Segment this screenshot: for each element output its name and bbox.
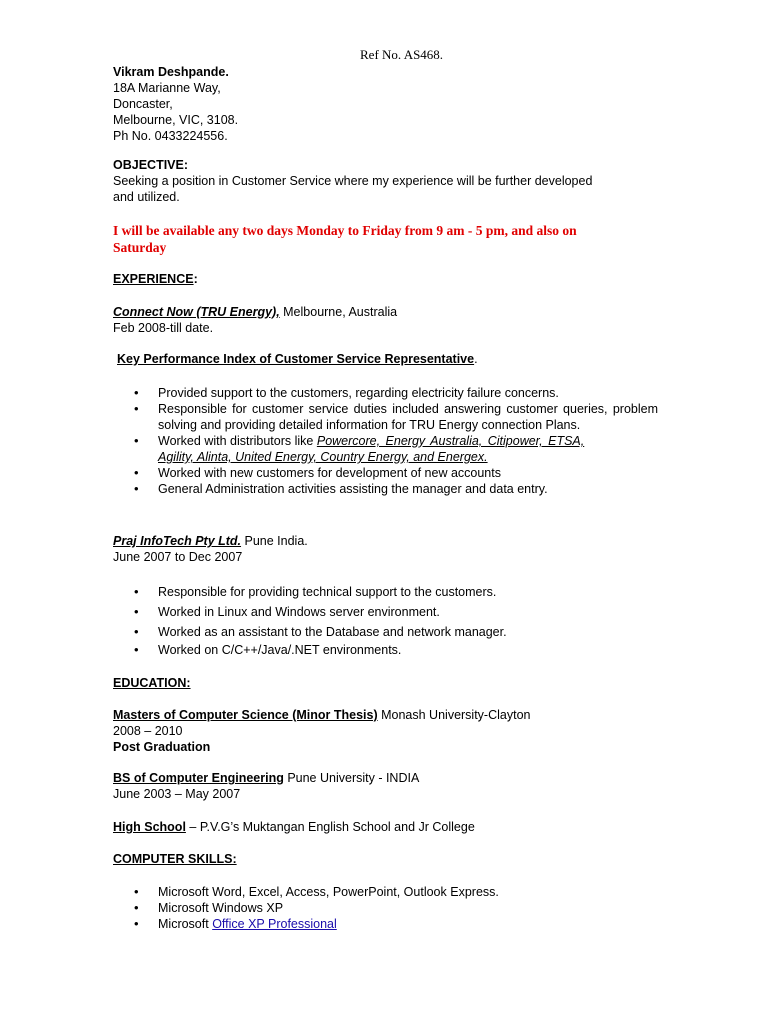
list-item <box>113 433 658 465</box>
bs-title: BS of Computer Engineering <box>113 771 284 785</box>
kpi-heading-end: . <box>474 352 478 366</box>
address-line-2: Doncaster, <box>113 97 173 111</box>
applicant-name: Vikram Deshpande. <box>113 65 229 79</box>
job1-title-row <box>113 304 397 320</box>
job1-location: Melbourne, Australia <box>279 305 398 319</box>
list-item <box>113 916 658 932</box>
experience-heading-row <box>113 271 198 287</box>
availability-line-1: I will be available any two days Monday to Friday from 9 am - 5 pm, and also on <box>113 223 577 238</box>
masters-row <box>113 707 530 723</box>
bullet-text: Worked on C/C++/Java/.NET environments. <box>158 643 402 657</box>
contact-block <box>113 64 238 144</box>
education-heading: EDUCATION: <box>113 676 191 690</box>
masters-title: Masters of Computer Science (Minor Thesis) <box>113 708 378 722</box>
bullet-text: Provided support to the customers, regarding electricity failure concerns. <box>158 386 559 400</box>
list-item <box>113 465 658 481</box>
availability-line-2: Saturday <box>113 240 167 255</box>
phone-number: Ph No. 0433224556. <box>113 129 228 143</box>
bs-row <box>113 770 419 786</box>
objective-text-line-1: Seeking a position in Customer Service where my experience will be further developed <box>113 174 593 188</box>
availability-note <box>113 222 577 256</box>
kpi-heading: Key Performance Index of Customer Service Representative <box>117 352 475 366</box>
skills-bullet-list <box>113 884 658 932</box>
bullet-text: Worked with new customers for development of new accounts <box>158 466 501 480</box>
bullet-text: Worked in Linux and Windows server environment. <box>158 605 440 619</box>
job2-location: Pune India. <box>241 534 308 548</box>
bullet-text: Responsible for customer service duties included answering customer queries, problem solving and providing detailed information for TRU Energy connection Plans. <box>158 402 658 432</box>
objective-text-line-2: and utilized. <box>113 190 180 204</box>
objective-heading: OBJECTIVE: <box>113 158 189 172</box>
bullet-text: Microsoft Word, Excel, Access, PowerPoint, Outlook Express. <box>158 885 499 899</box>
address-line-1: 18A Marianne Way, <box>113 81 221 95</box>
bullet-text: General Administration activities assisting the manager and data entry. <box>158 482 548 496</box>
job1-company: Connect Now (TRU Energy), <box>113 305 280 319</box>
reference-number: Ref No. AS468. <box>360 47 444 62</box>
office-xp-link[interactable]: Office XP Professional <box>212 917 337 931</box>
experience-heading: EXPERIENCE <box>113 272 194 286</box>
address-line-3: Melbourne, VIC, 3108. <box>113 113 239 127</box>
masters-school: Monash University-Clayton <box>377 708 531 722</box>
masters-years: 2008 – 2010 <box>113 724 183 738</box>
kpi-heading-row <box>117 351 478 367</box>
job2-company: Praj InfoTech Pty Ltd. <box>113 534 242 548</box>
bullet-text: Responsible for providing technical support to the customers. <box>158 585 497 599</box>
bullet-text: Microsoft Windows XP <box>158 901 284 915</box>
bs-school: Pune University - INDIA <box>283 771 420 785</box>
list-item <box>113 385 658 401</box>
objective-section <box>113 157 592 205</box>
job2-title-row <box>113 533 308 549</box>
list-item <box>113 884 658 900</box>
distributors-list-line-2: Agility, Alinta, United Energy, Country Energy, and Energex. <box>158 450 488 464</box>
high-school-title: High School <box>113 820 186 834</box>
job1-bullet-list <box>113 385 658 497</box>
distributors-list-line-1: Powercore, Energy Australia, Citipower, ETSA, <box>316 434 585 448</box>
bs-years: June 2003 – May 2007 <box>113 787 241 801</box>
list-item <box>113 481 658 497</box>
list-item <box>113 642 658 658</box>
list-item <box>113 401 658 433</box>
list-item <box>113 604 658 620</box>
bullet-text: Microsoft <box>158 917 213 931</box>
list-item <box>113 900 658 916</box>
skills-heading: COMPUTER SKILLS: <box>113 852 237 866</box>
job2-bullet-list <box>113 584 658 658</box>
bullet-text: Worked with distributors like <box>158 434 317 448</box>
job2-dates: June 2007 to Dec 2007 <box>113 550 243 564</box>
experience-heading-colon: : <box>193 272 198 286</box>
high-school-row <box>113 819 475 835</box>
list-item <box>113 584 658 600</box>
job1-dates: Feb 2008-till date. <box>113 321 214 335</box>
list-item <box>113 624 658 640</box>
masters-note: Post Graduation <box>113 740 211 754</box>
high-school-name: – P.V.G’s Muktangan English School and Jr College <box>185 820 475 834</box>
bullet-text: Worked as an assistant to the Database and network manager. <box>158 625 507 639</box>
